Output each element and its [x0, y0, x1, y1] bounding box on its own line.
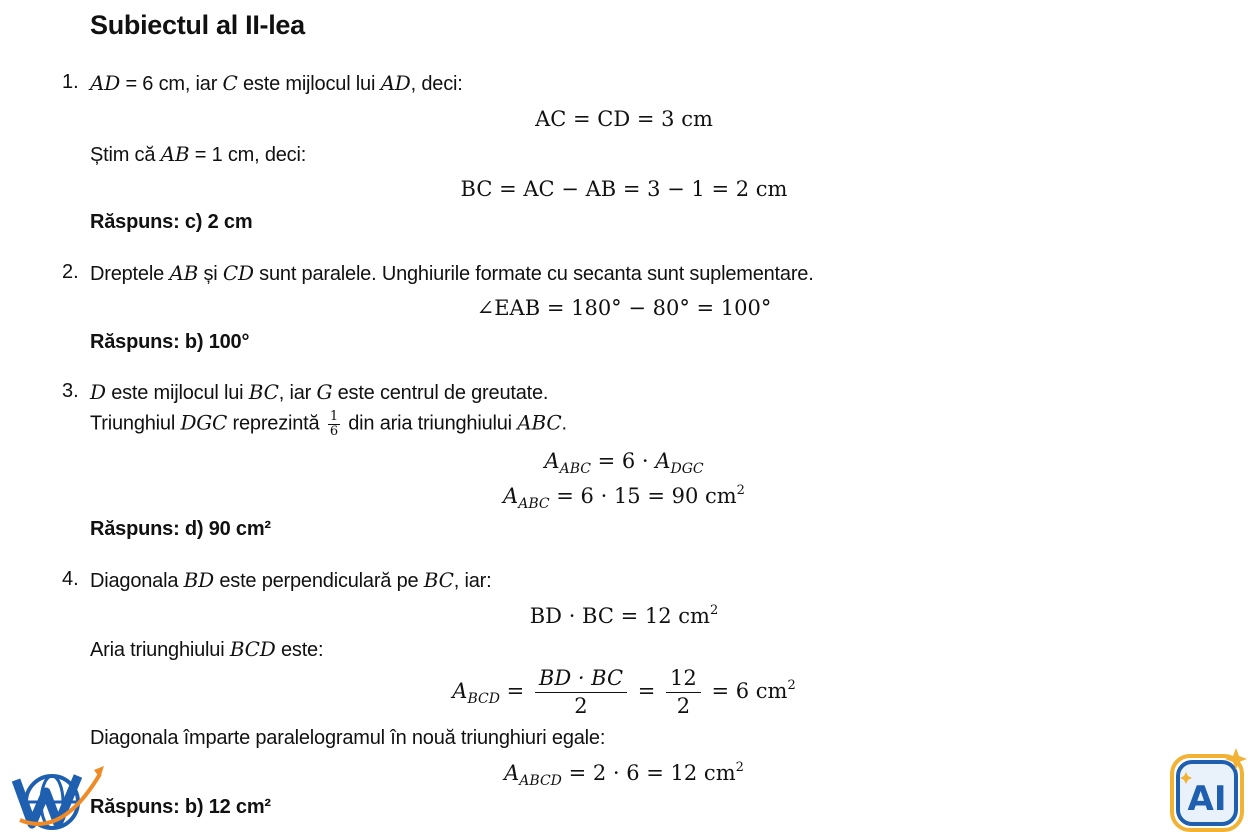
- problem-4-equation-1: BD · BC = 12 $cm^2$: [529, 603, 719, 628]
- problem-4-intro: Diagonala BD este perpendiculară pe BC, iar:: [90, 568, 492, 592]
- problem-3-intro: D este mijlocul lui BC, iar G este centrul de greutate.: [90, 380, 549, 404]
- problem-4-number: 4.: [62, 568, 79, 590]
- problem-2-equation: ∠EAB = 180° − 80° = 100°: [476, 296, 772, 320]
- problem-1-answer: Răspuns: c) 2 cm: [90, 211, 253, 233]
- problem-4-equation-2: $A_{BCD}$ = $\frac{BD \cdot BC}{2}$ = $\frac{12}{2}$ = 6 $cm^2$: [452, 666, 796, 719]
- problem-4-middle-text: Aria triunghiului BCD este:: [90, 637, 324, 661]
- problem-2-number: 2.: [62, 261, 79, 283]
- problem-3-answer: Răspuns: d) 90 cm²: [90, 518, 271, 540]
- problem-3-equation-1: $A_{ABC} = 6 \cdot A_{DGC}$: [544, 449, 704, 477]
- problem-1-equation-1: AC = CD = 3 cm: [535, 107, 713, 131]
- fraction-bd-bc-over-2: $\frac{BD \cdot BC}{2}$: [535, 667, 627, 718]
- problem-3-number: 3.: [62, 380, 79, 402]
- one-sixth-fraction: $\frac{1}{6}$: [329, 409, 338, 439]
- problem-4-equation-3: $A_{ABCD} = 2 \cdot 6 = 12$ $cm^2$: [504, 760, 744, 789]
- problem-2-answer: Răspuns: b) 100°: [90, 331, 250, 353]
- ai-badge-text: AI: [1187, 779, 1227, 819]
- globe-w-logo: [12, 762, 108, 832]
- problem-1-intro: AD = 6 cm, iar C este mijlocul lui AD, deci:: [90, 71, 463, 95]
- problem-1-number: 1.: [62, 71, 79, 93]
- problem-4-middle-text-2: Diagonala împarte paralelogramul în nouă triunghiuri egale:: [90, 727, 606, 749]
- page-title: Subiectul al II-lea: [90, 10, 305, 40]
- problem-2-intro: Dreptele AB și CD sunt paralele. Unghiurile formate cu secanta sunt suplementare.: [90, 261, 814, 285]
- fraction-12-over-2: $\frac{12}{2}$: [666, 667, 701, 718]
- problem-3-intro-2: Triunghiul DGC reprezintă $\frac{1}{6}$ din aria triunghiului ABC.: [90, 409, 567, 439]
- problem-1-middle-text: Știm că AB = 1 cm, deci:: [90, 142, 307, 166]
- problem-1-equation-2: BC = AC − AB = 3 − 1 = 2 cm: [460, 177, 788, 201]
- problem-3-equation-2: $A_{ABC} = 6 \cdot 15 = 90$ $cm^2$: [503, 483, 745, 512]
- problem-4-answer: Răspuns: b) 12 cm²: [90, 796, 271, 818]
- ai-badge-logo: [1166, 744, 1248, 832]
